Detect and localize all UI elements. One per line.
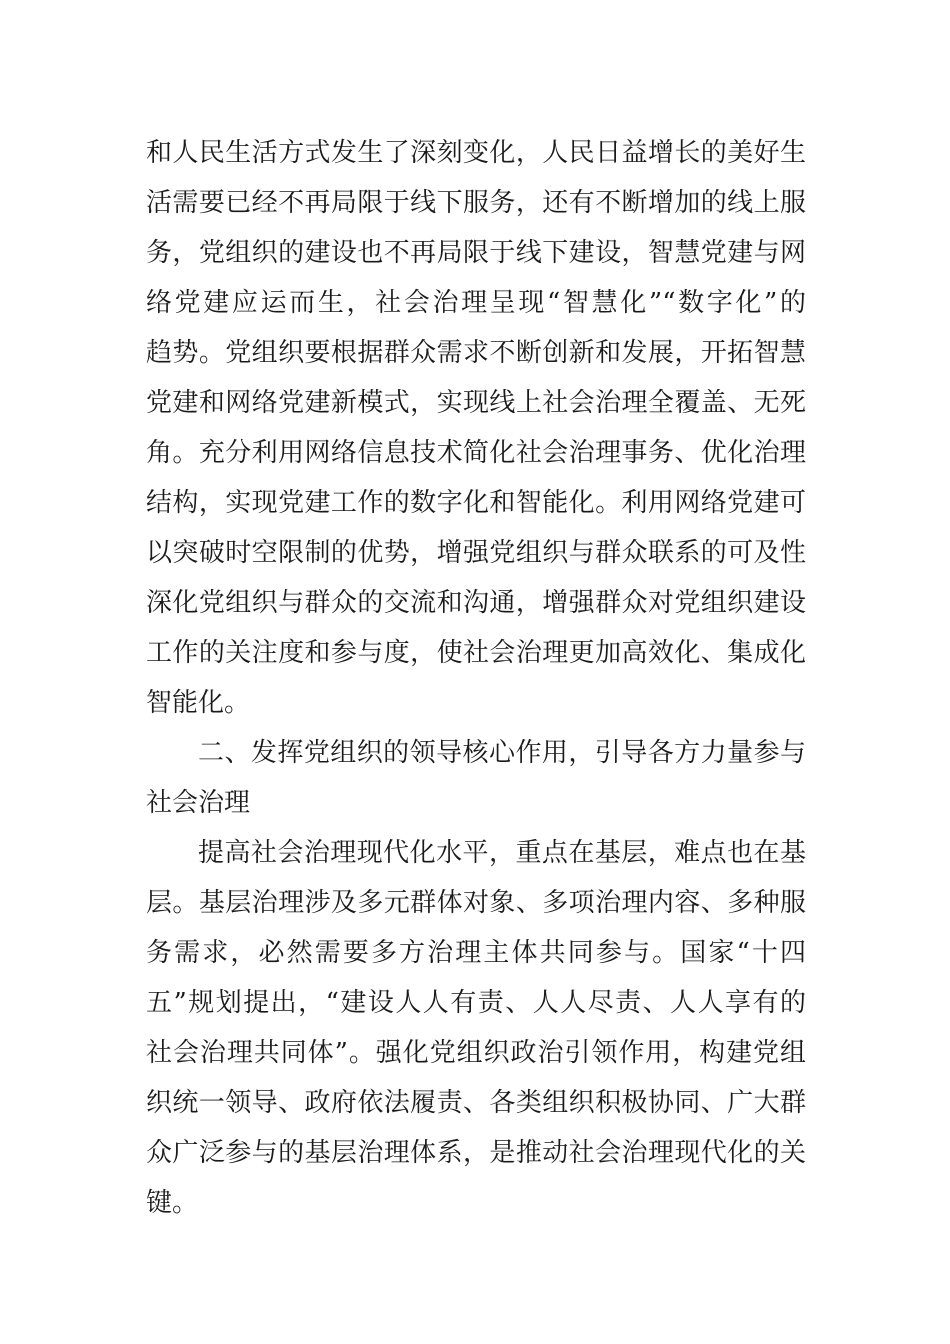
section-heading-line-2: 社会治理 <box>146 788 251 818</box>
paragraph-1-line-6: 党建和网络党建新模式，实现线上社会治理全覆盖、无死 <box>146 388 806 418</box>
paragraph-1-line-3: 务，党组织的建设也不再局限于线下建设，智慧党建与网 <box>146 238 806 268</box>
paragraph-1-line-7: 角。充分利用网络信息技术简化社会治理事务、优化治理 <box>146 438 806 468</box>
paragraph-2-line-6: 织统一领导、政府依法履责、各类组织积极协同、广大群 <box>146 1088 806 1118</box>
paragraph-1-line-1: 和人民生活方式发生了深刻变化，人民日益增长的美好生 <box>146 138 806 168</box>
paragraph-1-line-12: 智能化。 <box>146 688 251 718</box>
paragraph-2-line-2: 层。基层治理涉及多元群体对象、多项治理内容、多种服 <box>146 888 806 918</box>
paragraph-1-line-8: 结构，实现党建工作的数字化和智能化。利用网络党建可 <box>146 488 806 518</box>
paragraph-1-line-10: 深化党组织与群众的交流和沟通，增强群众对党组织建设 <box>146 588 806 618</box>
paragraph-2-line-5: 社会治理共同体”。强化党组织政治引领作用，构建党组 <box>146 1038 806 1068</box>
paragraph-2-line-4: 五”规划提出，“建设人人有责、人人尽责、人人享有的 <box>146 988 806 1018</box>
paragraph-1-line-9: 以突破时空限制的优势，增强党组织与群众联系的可及性 <box>146 538 806 568</box>
paragraph-2-line-7: 众广泛参与的基层治理体系，是推动社会治理现代化的关 <box>146 1138 806 1168</box>
section-heading-line-1: 二、发挥党组织的领导核心作用，引导各方力量参与 <box>198 738 806 768</box>
paragraph-1-line-5: 趋势。党组织要根据群众需求不断创新和发展，开拓智慧 <box>146 338 806 368</box>
paragraph-1-line-11: 工作的关注度和参与度，使社会治理更加高效化、集成化 <box>146 638 806 668</box>
paragraph-1-line-2: 活需要已经不再局限于线下服务，还有不断增加的线上服 <box>146 188 806 218</box>
paragraph-1-line-4: 络党建应运而生，社会治理呈现“智慧化”“数字化”的 <box>146 288 806 318</box>
paragraph-2-line-1: 提高社会治理现代化水平，重点在基层，难点也在基 <box>198 838 806 868</box>
paragraph-2-line-8: 键。 <box>146 1188 199 1218</box>
paragraph-2-line-3: 务需求，必然需要多方治理主体共同参与。国家“十四 <box>146 938 806 968</box>
